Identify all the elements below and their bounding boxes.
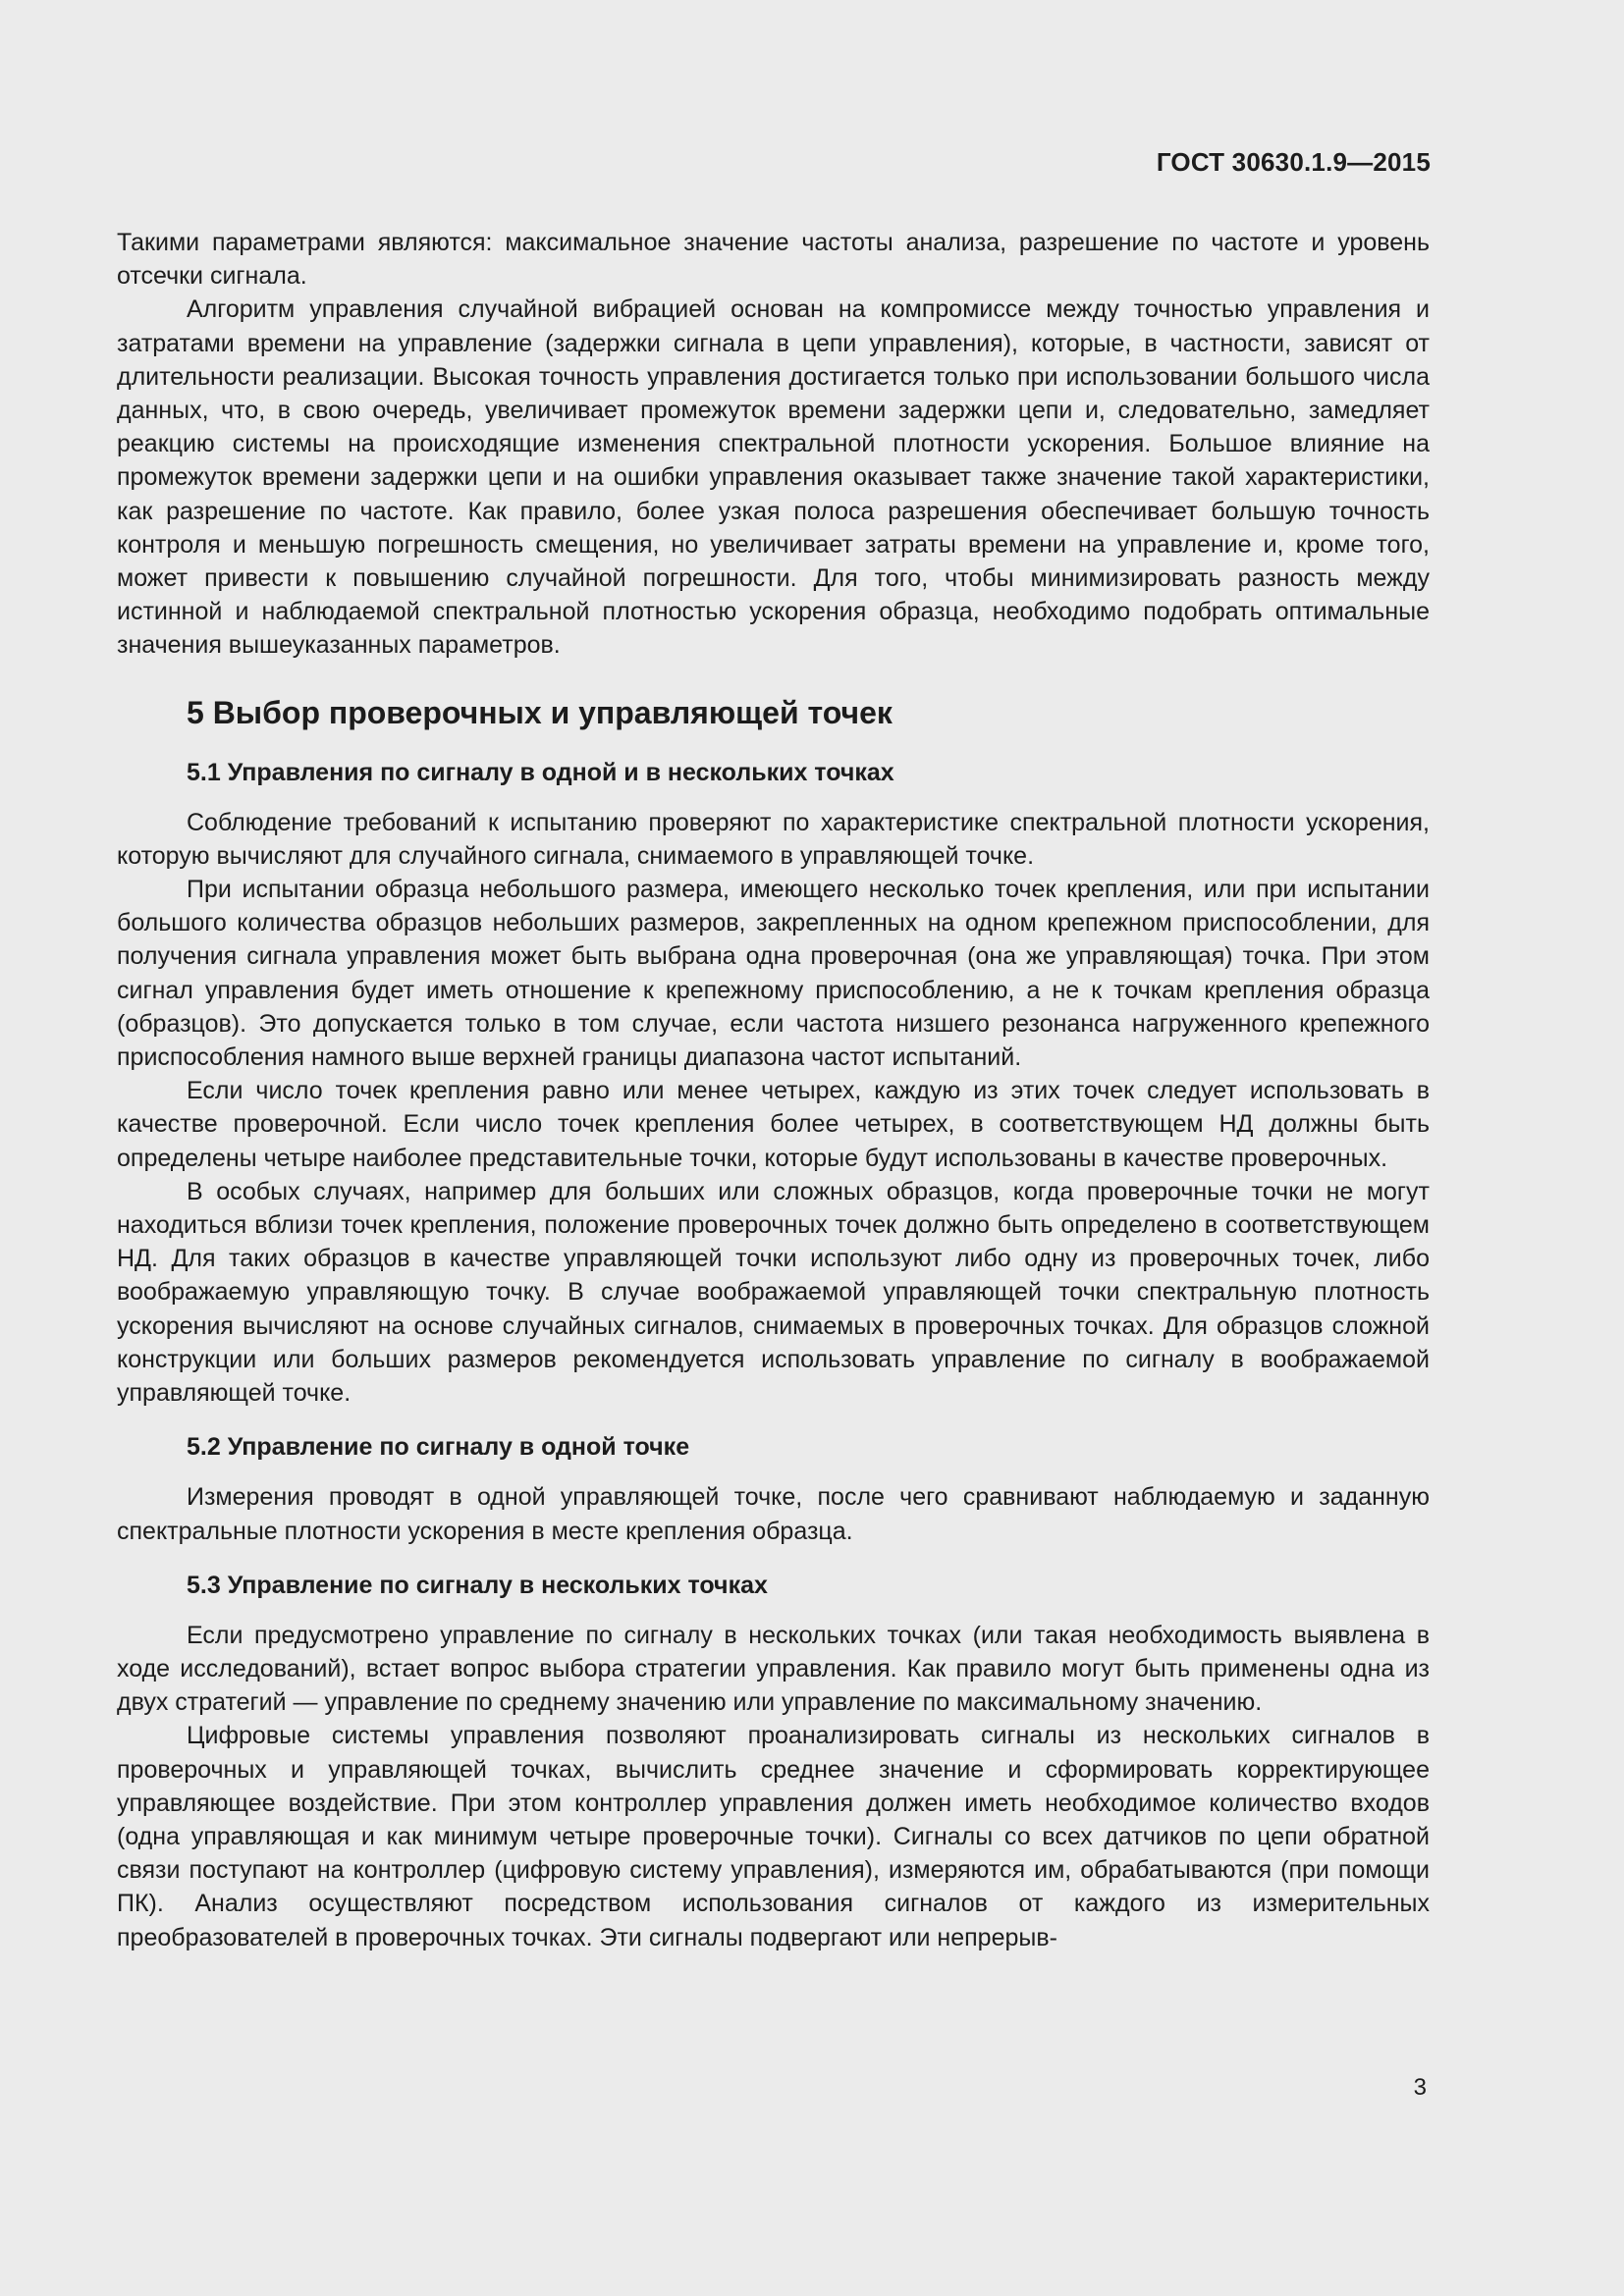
subsection-5-1-paragraph-4: В особых случаях, например для больших или сложных образцов, когда проверочные точки не могут находиться вблизи точек крепления, положение проверочных точек должно быть определено в соответствующем НД. Для таких образцов в качестве управляющей точки используют либо одну из проверочных точек, либо воображаемую управляющую точку. В случае воображаемой управляющей точки спектральную плотность ускорения вычисляют на основе случайных сигналов, снимаемых в проверочных точках. Для образцов сложной конструкции или больших размеров рекомендуется использовать управление по сигналу в воображаемой управляющей точке. — [117, 1177, 1430, 1408]
subsection-5-1-paragraph-1: Соблюдение требований к испытанию проверяют по характеристике спектральной плотности ускорения, которую вычисляют для случайного сигнала, снимаемого в управляющей точке. — [117, 808, 1430, 870]
subsection-5-1-paragraph-2: При испытании образца небольшого размера, имеющего несколько точек крепления, или при испытании большого количества образцов небольших размеров, закрепленных на одном крепежном приспособлении, для получения сигнала управления может быть выбрана одна проверочная (она же управляющая) точка. При этом сигнал управления будет иметь отношение к крепежному приспособлению, а не к точкам крепления образца (образцов). Это допускается только в том случае, если частота низшего резонанса нагруженного крепежного приспособления намного выше верхней границы диапазона частот испытаний. — [117, 876, 1430, 1072]
subsection-5-2-title: 5.2 Управление по сигналу в одной точке — [187, 1433, 690, 1462]
subsection-5-3-title: 5.3 Управление по сигналу в нескольких точках — [187, 1571, 768, 1599]
subsection-5-1-title: 5.1 Управления по сигналу в одной и в нескольких точках — [187, 758, 894, 786]
subsection-5-3-paragraph-2: Цифровые системы управления позволяют проанализировать сигналы из нескольких сигналов в проверочных и управляющей точках, вычислить среднее значение и сформировать корректирующее управляющее воздействие. При этом контроллер управления должен иметь необходимое количество входов (одна управляющая и как минимум четыре проверочные точки). Сигналы со всех датчиков по цепи обратной связи поступают на контроллер (цифровую систему управления), измеряются им, обрабатываются (при помощи ПК). Анализ осуществляют посредством использования сигналов от каждого из измерительных преобразователей в проверочных точках. Эти сигналы подвергают или непрерыв- — [117, 1722, 1430, 1951]
intro-paragraph-2: Алгоритм управления случайной вибрацией основан на компромиссе между точностью управления и затратами времени на управление (задержки сигнала в цепи управления), которые, в частности, зависят от длительности реализации. Высокая точность управления достигается только при использовании большого числа данных, что, в свою очередь, увеличивает промежуток времени задержки цепи и, следовательно, замедляет реакцию системы на происходящие изменения спектральной плотности ускорения. Большое влияние на промежуток времени задержки цепи и на ошибки управления оказывает также значение такой характеристики, как разрешение по частоте. Как правило, более узкая полоса разрешения обеспечивает большую точность контроля и меньшую погрешность смещения, но увеличивает затраты времени на управление и, кроме того, может привести к повышению случайной погрешности. Для того, чтобы минимизировать разность между истинной и наблюдаемой спектральной плотностью ускорения образца, необходимо подобрать оптимальные значения вышеуказанных параметров. — [117, 295, 1430, 660]
section-5-title: 5 Выбор проверочных и управляющей точек — [187, 694, 893, 730]
subsection-5-2-paragraph-1: Измерения проводят в одной управляющей точке, после чего сравнивают наблюдаемую и заданную спектральные плотности ускорения в месте крепления образца. — [117, 1483, 1430, 1545]
subsection-5-1-paragraph-3: Если число точек крепления равно или менее четырех, каждую из этих точек следует использовать в качестве проверочной. Если число точек крепления более четырех, в соответствующем НД должны быть определены четыре наиболее представительные точки, которые будут использованы в качестве проверочных. — [117, 1077, 1430, 1172]
page-number: 3 — [1413, 2074, 1427, 2101]
subsection-5-3-paragraph-1: Если предусмотрено управление по сигналу в нескольких точках (или такая необходимость выявлена в ходе исследований), встает вопрос выбора стратегии управления. Как правило могут быть применены одна из двух стратегий — управление по среднему значению или управление по максимальному значению. — [117, 1621, 1430, 1717]
page-body — [117, 226, 1430, 1954]
document-header: ГОСТ 30630.1.9—2015 — [1156, 147, 1431, 177]
intro-paragraph-1: Такими параметрами являются: максимальное значение частоты анализа, разрешение по частоте и уровень отсечки сигнала. — [117, 229, 1430, 291]
